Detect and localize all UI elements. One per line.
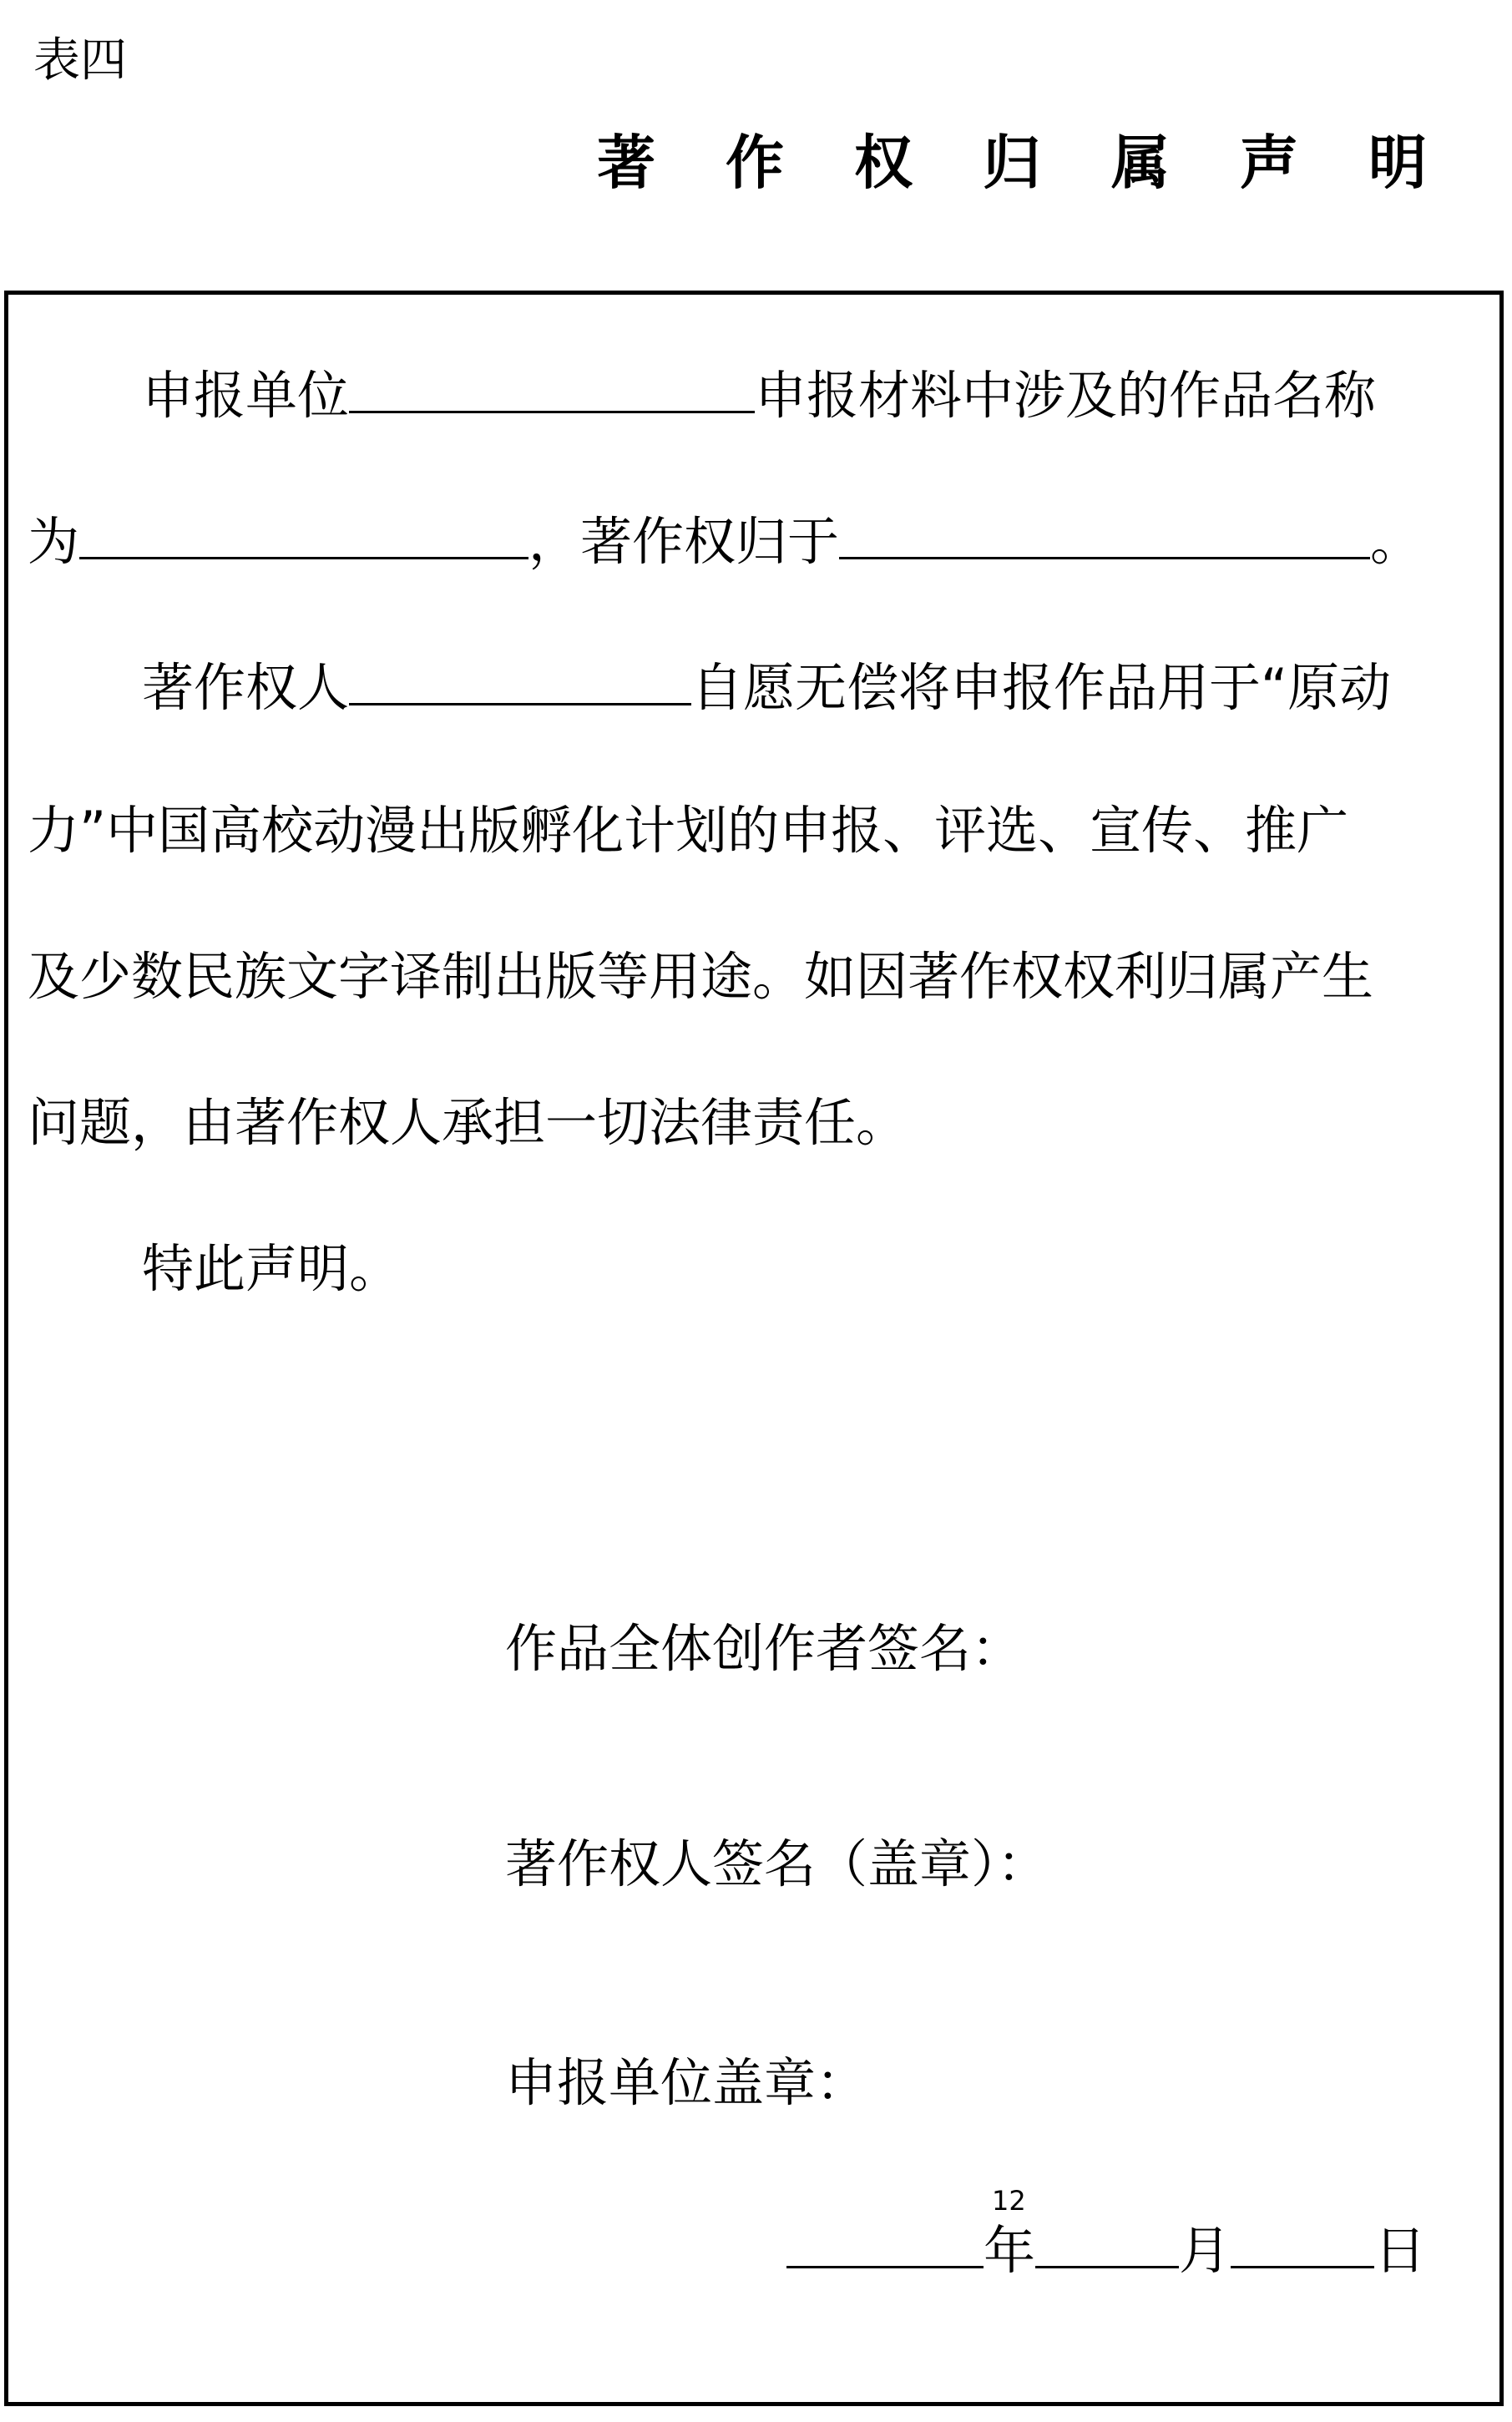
copyright-holder-signature-label: 著作权人签名（盖章）： <box>505 1833 1049 1894</box>
blank-year <box>786 2214 984 2268</box>
blank-day <box>1231 2214 1374 2268</box>
document-title: 著作权归属声明 <box>597 129 1497 197</box>
table-label: 表四 <box>33 33 127 88</box>
creators-signature-label: 作品全体创作者签名： <box>505 1618 1024 1679</box>
paragraph-1-line-2 <box>28 505 1422 575</box>
blank-copyright-owner <box>839 505 1370 559</box>
paragraph-2-text-1: 自愿无偿将申报作品用于“原动 <box>691 657 1392 718</box>
label-applicant-unit: 申报单位 <box>142 365 350 426</box>
closing-statement: 特此声明。 <box>142 1238 402 1299</box>
blank-month <box>1035 2214 1179 2268</box>
blank-applicant-unit <box>349 359 755 413</box>
label-wei: 为 <box>28 511 80 572</box>
paragraph-2-line-3: 及少数民族文字译制出版等用途。如因著作权权利归属产生 <box>28 946 1374 1007</box>
blank-copyright-holder <box>349 651 691 705</box>
label-year: 年 <box>984 2220 1036 2281</box>
label-copyright-holder: 著作权人 <box>142 657 350 718</box>
label-day: 日 <box>1374 2220 1427 2281</box>
label-month: 月 <box>1179 2220 1231 2281</box>
label-work-name: 申报材料中涉及的作品名称 <box>755 365 1377 426</box>
date-line <box>786 2214 1426 2284</box>
unit-seal-label: 申报单位盖章： <box>505 2052 868 2113</box>
label-copyright-belongs: ，著作权归于 <box>528 511 840 572</box>
paragraph-1-line-1 <box>142 359 1376 429</box>
blank-work-name <box>79 505 528 559</box>
paragraph-2-line-2: 力”中国高校动漫出版孵化计划的申报、评选、宣传、推广 <box>28 800 1349 861</box>
paragraph-2-line-4: 问题，由著作权人承担一切法律责任。 <box>28 1092 908 1153</box>
period: 。 <box>1370 511 1423 572</box>
page-number: 12 <box>992 2185 1026 2217</box>
paragraph-2-line-1 <box>142 651 1391 721</box>
